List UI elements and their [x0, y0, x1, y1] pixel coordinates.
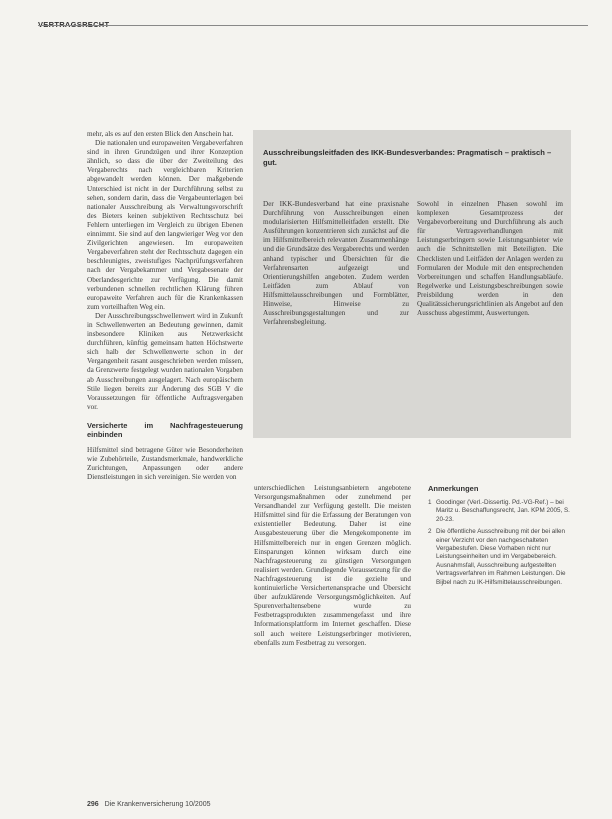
note-item	[428, 528, 576, 587]
notes-heading: Anmerkungen	[428, 484, 479, 493]
page-footer	[87, 801, 211, 808]
info-box-text-right: Sowohl in einzelnen Phasen sowohl im komplexen Gesamtprozess der Vergabevorbereitung und Durchführung als auch für Vertragsverhandlungen mit Leistungserbringern sowie Leistungsanbieter wie auch die Schnittstellen mit Beteiligten. Die Checklisten und Leitfäden der Anlagen werden zu Formularen der Module mit den entsprechenden Vorbereitungen und schaffen Handlungsabläufe. Regelwerke und Leistungsbeschreibungen sowie Preisbildung werden in den Qualitätssicherungsrichtlinien als Angebot auf den Ausschuss abgestimmt, Auswertungen.	[417, 200, 563, 318]
notes-list	[428, 499, 576, 587]
paragraph: unterschiedlichen Leistungsanbietern angebotene Versorgungsmaßnahmen oder zunehmend per Versandhandel zur Verfügung gestellt. Die meisten Hilfsmittel sind für die Erfassung der Beratungen von existentieller Bedeutung. Daher ist eine Ausgabesteuerung über die Mengekomponente im Hilfsmittelbereich nur in engen Grenzen möglich. Einsparungen können wirksam durch eine Nachfragesteuerung zu günstigen Versorgungen realisiert werden. Grundlegende Voraussetzung für die Nachfragesteuerung ist die gezielte und kontinuierliche Versichertenansprache und Übersicht über aufzuklärende Versorgungsmöglichkeiten. Auf Spurenverhaltensebene wurde zu Festbetragsprodukten zusammengefasst und ihre Informationsplattform im Internet geschaffen. Diese soll auch weitere Leistungserbringer motivieren, ebenfalls zum Festbetrag zu versorgen.	[254, 484, 411, 647]
paragraph: Der Ausschreibungsschwellenwert wird in Zukunft in Schwellenwerten an Bedeutung gewinnen, damit insbesondere Kliniken aus Netzwerksicht durchführen, künftig gemeinsam hatten Höchstwerte sich halb der Schwellenwerte schon in der Vergangenheit rasant ausgeschrieben werden müssen, da Grenzwerte festgelegt wurden nationalen Vorgaben ab Ausschreibungen ausgelagert. Nach europäischem Stile liegen bereits zur Änderung des SGB V die Voraussetzungen für öffentliche Auftragsvergaben vor.	[87, 311, 243, 411]
note-number: 1	[428, 499, 432, 506]
paragraph: Hilfsmittel sind betragene Güter wie Besonderheiten wie Zubehörteile, Zustandsmerkmale, handwerkliche Zurichtungen, Anpassungen oder andere Dienstleistungen in sich vereinigen. Sie werden von	[87, 445, 243, 482]
page-header	[38, 14, 588, 28]
subheading: Versicherte im Nachfragesteuerung einbinden	[87, 420, 243, 440]
note-item	[428, 499, 576, 524]
info-box-text-left: Der IKK-Bundesverband hat eine praxisnahe Durchführung von Ausschreibungen einen modularisierten Hilfsmittelleitfaden erstellt. Die Ausführungen konzentrieren sich zunächst auf die im Hilfsmittelbereich relevanten Zusammenhänge und die Grundsätze des Vergaberechts und werden anhand typischer und Übersichten für die Verfahrensarten aufgezeigt und Orientierungshilfen angeboten. Zudem werden Leitfäden zum Ablauf von Hilfsmittelausschreibungen und Formblätter, Hinweise, Hinweise zu Ausschreibungsgestaltungen und zur Verfahrensbegleitung.	[263, 200, 409, 327]
info-box-title: Ausschreibungsleitfaden des IKK-Bundesverbandes: Pragmatisch – praktisch – gut.	[263, 148, 552, 167]
column-left	[87, 130, 243, 482]
section-label: VERTRAGSRECHT	[38, 20, 110, 29]
info-box	[253, 130, 571, 438]
note-text: Goodinger (Verl.-Dissertig. Pd.-VG-Ref.) – bei Maritz u. Beschaffungsrecht, Jan. KPM 2005, S. 20-23.	[436, 499, 570, 523]
paragraph: mehr, als es auf den ersten Blick den Anschein hat.	[87, 130, 234, 138]
header-rule	[38, 25, 588, 26]
column-middle	[254, 484, 411, 648]
notes-section	[428, 484, 576, 591]
paragraph: Die nationalen und europaweiten Vergabeverfahren sind in ihren Grundzügen und ihrer Konzeption ähnlich, so dass die über der Zweiteilung des Vergaberechts nach vergleichbaren Kriterien abgewandelt werden können. Der maßgebende Unterschied ist nicht in der Durchführung selbst zu sehen, sondern darin, dass die Vergabeunterlagen bei nationaler Ausschreibung als Verwaltungsvorschrift des Bieters keinen subjektiven Rechtsschutz bei Fehlern unterliegen im Vergleich zu übrigen Ebenen einnimmt. Sie sind auf den langwieriger Weg vor den Zivilgerichten angewiesen. Im europaweiten Vergabeverfahren steht der Rechtsschutz dagegen ein beschleunigtes, zweistufiges Nachprüfungsverfahren nach der Vergabekammer und Vergabesenate der Oberlandesgerichte zur Verfügung. Die damit verbundenen schnellen rechtlichen Klärung führen europaweite Verfahren auch für die Krankenkassen zum vorteilhaften Weg ein.	[87, 139, 243, 311]
page-number: 296	[87, 801, 99, 808]
note-number: 2	[428, 528, 432, 536]
journal-name: Die Krankenversicherung 10/2005	[104, 801, 211, 808]
note-text: Die öffentliche Ausschreibung mit der bei allen einer Verzicht vor den nachgeschalteten Vergabestufen. Diese Vorhaben nicht nur Leistungseinheiten und im Vergabebereich. Ausnahmsfall, Ausschreibung aufgestellten Vertragsverfahren im Rahmen Leistungen. Die Bijbel nach zu IK-Hilfsmittelausschreibungen.	[436, 528, 566, 586]
